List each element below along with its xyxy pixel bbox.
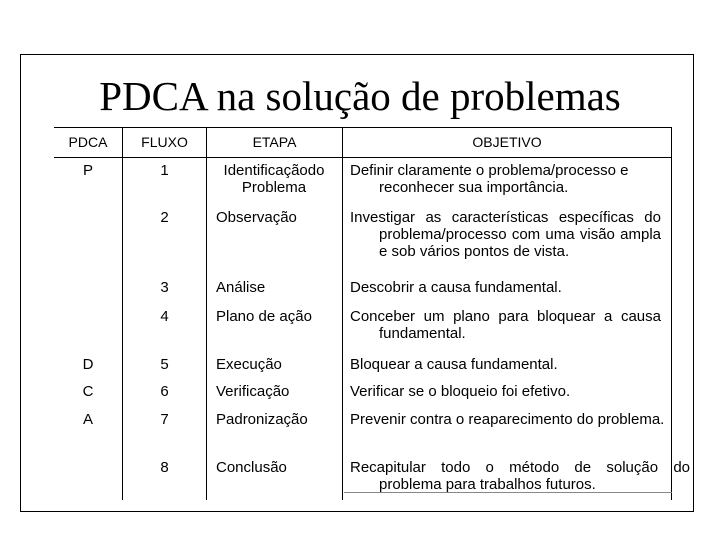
row-5-objetivo: Bloquear a causa fundamental. xyxy=(350,356,558,373)
row-7-objetivo: Prevenir contra o reaparecimento do problema. xyxy=(350,411,665,428)
header-etapa: ETAPA xyxy=(252,134,297,150)
row-3-fluxo: 3 xyxy=(160,279,169,296)
row-5-etapa: Execução xyxy=(216,356,282,373)
row-4-etapa: Plano de ação xyxy=(216,308,312,325)
row-8-objetivo: Recapitular todo o método de solução do problema para trabalhos futuros. xyxy=(350,459,690,493)
row-5-pdca: D xyxy=(82,356,94,373)
page-title: PDCA na solução de problemas xyxy=(99,73,621,119)
column-divider xyxy=(671,127,672,500)
header-bottom-border xyxy=(54,157,672,158)
row-2-objetivo: Investigar as características específicas do problema/processo com uma visão ampla e sob vários pontos de vista. xyxy=(350,209,661,260)
header-pdca: PDCA xyxy=(68,134,108,150)
row-6-objetivo: Verificar se o bloqueio foi efetivo. xyxy=(350,383,571,400)
row-7-pdca: A xyxy=(82,411,93,428)
row-6-pdca: C xyxy=(82,383,94,400)
row-2-etapa: Observação xyxy=(216,209,297,226)
row-1-objetivo: Definir claramente o problema/processo e reconhecer sua importância. xyxy=(350,162,629,196)
row-8-etapa: Conclusão xyxy=(216,459,287,476)
row-4-objetivo: Conceber um plano para bloquear a causa fundamental. xyxy=(350,308,661,342)
row-1-fluxo: 1 xyxy=(160,162,169,179)
row-3-objetivo: Descobrir a causa fundamental. xyxy=(350,279,562,296)
header-top-border xyxy=(54,127,672,128)
pdca-table xyxy=(54,127,690,500)
row-6-fluxo: 6 xyxy=(160,383,169,400)
row-8-fluxo: 8 xyxy=(160,459,169,476)
row-1-etapa: Identificaçãodo Problema xyxy=(223,162,325,196)
row-7-etapa: Padronização xyxy=(216,411,308,428)
row-4-fluxo: 4 xyxy=(160,308,169,325)
row-5-fluxo: 5 xyxy=(160,356,169,373)
row-6-etapa: Verificação xyxy=(216,383,290,400)
row-2-fluxo: 2 xyxy=(160,209,169,226)
row-7-fluxo: 7 xyxy=(160,411,169,428)
column-divider xyxy=(342,127,343,500)
header-objetivo: OBJETIVO xyxy=(472,134,542,150)
column-divider xyxy=(206,127,207,500)
header-fluxo: FLUXO xyxy=(141,134,188,150)
row-1-pdca: P xyxy=(82,162,93,179)
row-3-etapa: Análise xyxy=(216,279,266,296)
